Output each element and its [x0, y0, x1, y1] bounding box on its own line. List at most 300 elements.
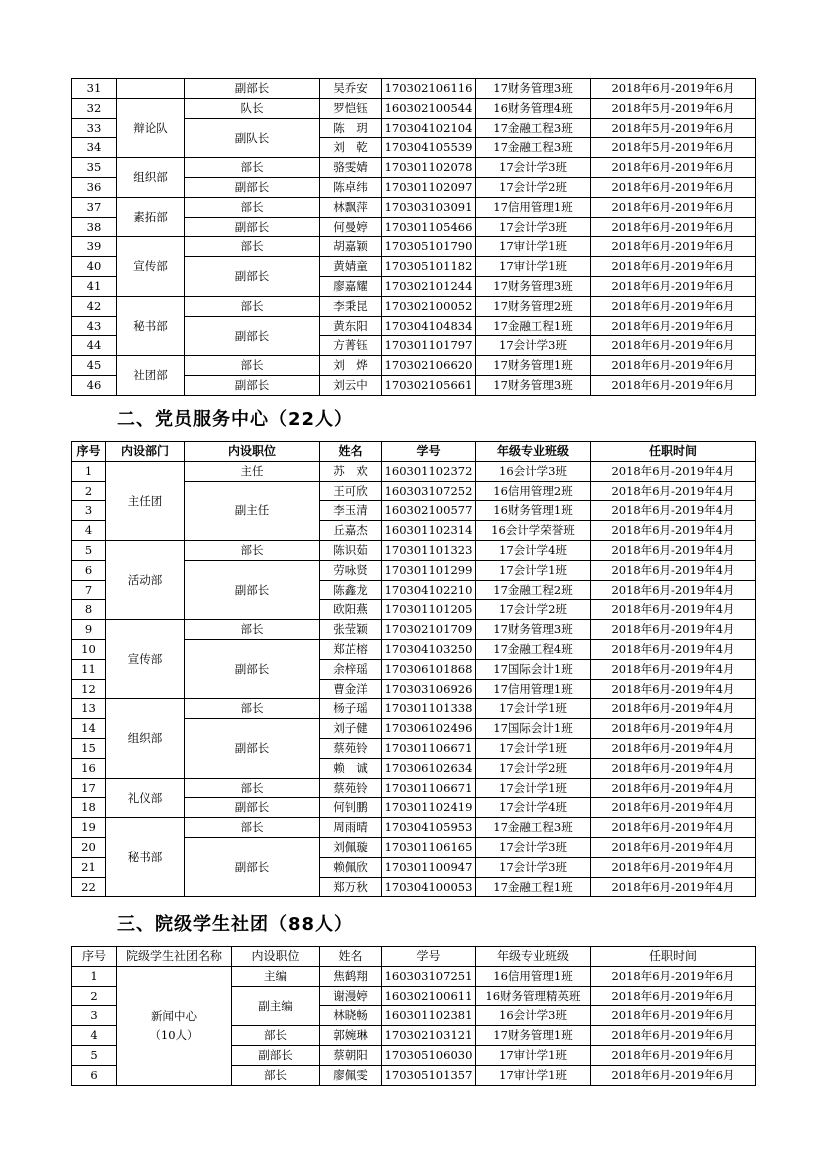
term-cell: 2018年6月-2019年4月	[591, 778, 756, 798]
student-id-cell: 170302100052	[382, 296, 476, 316]
position-cell: 部长	[185, 237, 320, 257]
class-cell: 17国际会计1班	[476, 659, 591, 679]
header-position: 内设职位	[185, 442, 320, 462]
row-number: 46	[72, 375, 117, 395]
header-term: 任职时间	[591, 947, 756, 967]
class-cell: 17财务管理1班	[476, 356, 591, 376]
term-cell: 2018年6月-2019年4月	[591, 580, 756, 600]
student-id-cell: 170302105661	[382, 375, 476, 395]
table-row	[72, 79, 756, 99]
row-number: 12	[72, 679, 106, 699]
class-cell: 17会计学1班	[476, 778, 591, 798]
club-name-cell	[117, 966, 232, 1085]
name-cell: 何钊鹏	[320, 798, 382, 818]
term-cell: 2018年6月-2019年4月	[591, 798, 756, 818]
position-cell: 部长	[185, 296, 320, 316]
row-number: 35	[72, 158, 117, 178]
dept-cell: 秘书部	[106, 818, 185, 897]
term-cell: 2018年6月-2019年6月	[591, 237, 756, 257]
student-id-cell: 160303107252	[382, 481, 476, 501]
student-id-cell: 170304102104	[382, 118, 476, 138]
class-cell: 17审计学1班	[476, 1065, 591, 1085]
row-number: 41	[72, 276, 117, 296]
name-cell: 张莹颖	[320, 620, 382, 640]
table-row	[72, 818, 756, 838]
table-header-row	[72, 442, 756, 462]
student-id-cell: 170304102210	[382, 580, 476, 600]
table-row	[72, 699, 756, 719]
row-number: 1	[72, 461, 106, 481]
name-cell: 刘云中	[320, 375, 382, 395]
student-id-cell: 160301102314	[382, 521, 476, 541]
row-number: 18	[72, 798, 106, 818]
student-id-cell: 170301106165	[382, 837, 476, 857]
header-number: 序号	[72, 442, 106, 462]
dept-cell: 礼仪部	[106, 778, 185, 818]
class-cell: 17国际会计1班	[476, 719, 591, 739]
dept-cell: 组织部	[106, 699, 185, 778]
name-cell: 廖嘉耀	[320, 276, 382, 296]
party-service-center-table	[71, 441, 756, 897]
name-cell: 郑万秋	[320, 877, 382, 897]
class-cell: 17审计学1班	[476, 257, 591, 277]
table-row	[72, 966, 756, 986]
class-cell: 17金融工程1班	[476, 316, 591, 336]
class-cell: 17财务管理2班	[476, 296, 591, 316]
class-cell: 17信用管理1班	[476, 679, 591, 699]
position-cell: 副部长	[185, 375, 320, 395]
student-id-cell: 170301102078	[382, 158, 476, 178]
term-cell: 2018年6月-2019年6月	[591, 375, 756, 395]
class-cell: 17金融工程3班	[476, 118, 591, 138]
class-cell: 16会计学3班	[476, 461, 591, 481]
name-cell: 蔡苑铃	[320, 738, 382, 758]
student-id-cell: 170301101299	[382, 560, 476, 580]
position-cell: 主编	[232, 966, 320, 986]
header-name: 姓名	[320, 442, 382, 462]
name-cell: 陈鑫龙	[320, 580, 382, 600]
row-number: 42	[72, 296, 117, 316]
club-name: 新闻中心	[151, 1009, 197, 1024]
name-cell: 劳咏贤	[320, 560, 382, 580]
term-cell: 2018年6月-2019年6月	[591, 356, 756, 376]
row-number: 31	[72, 79, 117, 99]
name-cell: 陈 玥	[320, 118, 382, 138]
name-cell: 苏 欢	[320, 461, 382, 481]
class-cell: 17审计学1班	[476, 1045, 591, 1065]
student-clubs-table	[71, 946, 756, 1086]
student-id-cell: 170305106030	[382, 1045, 476, 1065]
row-number: 20	[72, 837, 106, 857]
student-id-cell: 170302101244	[382, 276, 476, 296]
row-number: 13	[72, 699, 106, 719]
class-cell: 17会计学3班	[476, 217, 591, 237]
term-cell: 2018年6月-2019年6月	[591, 257, 756, 277]
members-table-continued	[71, 78, 756, 396]
name-cell: 赖 诚	[320, 758, 382, 778]
header-number: 序号	[72, 947, 117, 967]
row-number: 16	[72, 758, 106, 778]
position-cell: 副部长	[185, 798, 320, 818]
name-cell: 蔡朝阳	[320, 1045, 382, 1065]
class-cell: 16信用管理1班	[476, 966, 591, 986]
club-member-count: （10人）	[149, 1027, 199, 1042]
row-number: 40	[72, 257, 117, 277]
row-number: 45	[72, 356, 117, 376]
student-id-cell: 170301100947	[382, 857, 476, 877]
name-cell: 刘 乾	[320, 138, 382, 158]
student-id-cell: 170301105466	[382, 217, 476, 237]
row-number: 5	[72, 540, 106, 560]
term-cell: 2018年6月-2019年4月	[591, 679, 756, 699]
student-id-cell: 170304104834	[382, 316, 476, 336]
term-cell: 2018年5月-2019年6月	[591, 118, 756, 138]
class-cell: 17财务管理3班	[476, 620, 591, 640]
class-cell: 17会计学1班	[476, 738, 591, 758]
term-cell: 2018年6月-2019年4月	[591, 699, 756, 719]
name-cell: 黄东阳	[320, 316, 382, 336]
dept-cell	[117, 79, 185, 99]
dept-cell: 宣传部	[117, 237, 185, 296]
student-id-cell: 170302106620	[382, 356, 476, 376]
row-number: 3	[72, 501, 106, 521]
position-cell: 副部长	[185, 316, 320, 356]
name-cell: 李秉昆	[320, 296, 382, 316]
term-cell: 2018年6月-2019年4月	[591, 818, 756, 838]
class-cell: 17会计学3班	[476, 837, 591, 857]
row-number: 14	[72, 719, 106, 739]
term-cell: 2018年6月-2019年6月	[591, 296, 756, 316]
row-number: 2	[72, 481, 106, 501]
name-cell: 蔡苑铃	[320, 778, 382, 798]
term-cell: 2018年5月-2019年6月	[591, 138, 756, 158]
student-id-cell: 170301102097	[382, 177, 476, 197]
name-cell: 焦鹤翔	[320, 966, 382, 986]
class-cell: 17金融工程3班	[476, 138, 591, 158]
student-id-cell: 170306102634	[382, 758, 476, 778]
row-number: 15	[72, 738, 106, 758]
class-cell: 16会计学荣誉班	[476, 521, 591, 541]
term-cell: 2018年6月-2019年4月	[591, 540, 756, 560]
name-cell: 罗恺钰	[320, 98, 382, 118]
position-cell: 部长	[185, 158, 320, 178]
class-cell: 17会计学3班	[476, 158, 591, 178]
position-cell: 副部长	[185, 177, 320, 197]
row-number: 6	[72, 1065, 117, 1085]
table-row	[72, 197, 756, 217]
position-cell: 部长	[232, 1065, 320, 1085]
position-cell: 副主编	[232, 986, 320, 1026]
name-cell: 方菁钰	[320, 336, 382, 356]
row-number: 7	[72, 580, 106, 600]
row-number: 3	[72, 1006, 117, 1026]
position-cell: 副队长	[185, 118, 320, 158]
term-cell: 2018年6月-2019年6月	[591, 966, 756, 986]
row-number: 6	[72, 560, 106, 580]
term-cell: 2018年6月-2019年6月	[591, 79, 756, 99]
dept-cell: 宣传部	[106, 620, 185, 699]
dept-cell: 社团部	[117, 356, 185, 396]
class-cell: 17会计学4班	[476, 798, 591, 818]
class-cell: 17金融工程1班	[476, 877, 591, 897]
student-id-cell: 170301101797	[382, 336, 476, 356]
class-cell: 17财务管理1班	[476, 1026, 591, 1046]
student-id-cell: 170305101357	[382, 1065, 476, 1085]
header-class: 年级专业班级	[476, 947, 591, 967]
name-cell: 刘子健	[320, 719, 382, 739]
student-id-cell: 170303106926	[382, 679, 476, 699]
row-number: 10	[72, 639, 106, 659]
table-row	[72, 356, 756, 376]
row-number: 4	[72, 521, 106, 541]
name-cell: 骆雯婧	[320, 158, 382, 178]
row-number: 19	[72, 818, 106, 838]
position-cell: 部长	[185, 540, 320, 560]
dept-cell: 组织部	[117, 158, 185, 198]
class-cell: 17审计学1班	[476, 237, 591, 257]
term-cell: 2018年6月-2019年6月	[591, 1026, 756, 1046]
header-student-id: 学号	[382, 947, 476, 967]
student-id-cell: 160301102372	[382, 461, 476, 481]
term-cell: 2018年6月-2019年4月	[591, 481, 756, 501]
class-cell: 17会计学3班	[476, 857, 591, 877]
student-id-cell: 170301106671	[382, 738, 476, 758]
term-cell: 2018年6月-2019年4月	[591, 758, 756, 778]
row-number: 32	[72, 98, 117, 118]
row-number: 11	[72, 659, 106, 679]
student-id-cell: 170305101790	[382, 237, 476, 257]
term-cell: 2018年6月-2019年6月	[591, 336, 756, 356]
row-number: 33	[72, 118, 117, 138]
name-cell: 廖佩雯	[320, 1065, 382, 1085]
name-cell: 余梓瑶	[320, 659, 382, 679]
name-cell: 周雨晴	[320, 818, 382, 838]
row-number: 34	[72, 138, 117, 158]
header-dept: 内设部门	[106, 442, 185, 462]
row-number: 37	[72, 197, 117, 217]
dept-cell: 辩论队	[117, 98, 185, 157]
student-id-cell: 170306101868	[382, 659, 476, 679]
row-number: 1	[72, 966, 117, 986]
student-id-cell: 170301106671	[382, 778, 476, 798]
row-number: 38	[72, 217, 117, 237]
name-cell: 何曼婷	[320, 217, 382, 237]
table-row	[72, 158, 756, 178]
class-cell: 17会计学4班	[476, 540, 591, 560]
name-cell: 赖佩欣	[320, 857, 382, 877]
term-cell: 2018年6月-2019年4月	[591, 877, 756, 897]
name-cell: 杨子瑶	[320, 699, 382, 719]
row-number: 43	[72, 316, 117, 336]
position-cell: 副部长	[185, 79, 320, 99]
name-cell: 李玉清	[320, 501, 382, 521]
student-id-cell: 170301102419	[382, 798, 476, 818]
term-cell: 2018年6月-2019年4月	[591, 639, 756, 659]
table-row	[72, 237, 756, 257]
table-row	[72, 296, 756, 316]
name-cell: 郭婉琳	[320, 1026, 382, 1046]
student-id-cell: 160301102381	[382, 1006, 476, 1026]
header-term: 任职时间	[591, 442, 756, 462]
name-cell: 王可欣	[320, 481, 382, 501]
position-cell: 部长	[185, 620, 320, 640]
student-id-cell: 170304105953	[382, 818, 476, 838]
position-cell: 副部长	[185, 719, 320, 778]
position-cell: 副部长	[185, 257, 320, 297]
class-cell: 17会计学2班	[476, 758, 591, 778]
term-cell: 2018年6月-2019年4月	[591, 521, 756, 541]
class-cell: 16信用管理2班	[476, 481, 591, 501]
header-position: 内设职位	[232, 947, 320, 967]
student-id-cell: 170302103121	[382, 1026, 476, 1046]
row-number: 21	[72, 857, 106, 877]
term-cell: 2018年6月-2019年6月	[591, 1045, 756, 1065]
term-cell: 2018年6月-2019年4月	[591, 600, 756, 620]
dept-cell: 活动部	[106, 540, 185, 619]
table-row	[72, 461, 756, 481]
student-id-cell: 170305101182	[382, 257, 476, 277]
student-id-cell: 170304100053	[382, 877, 476, 897]
term-cell: 2018年6月-2019年6月	[591, 276, 756, 296]
class-cell: 17财务管理3班	[476, 276, 591, 296]
student-id-cell: 170306102496	[382, 719, 476, 739]
dept-cell: 秘书部	[117, 296, 185, 355]
row-number: 4	[72, 1026, 117, 1046]
position-cell: 队长	[185, 98, 320, 118]
term-cell: 2018年6月-2019年4月	[591, 620, 756, 640]
row-number: 8	[72, 600, 106, 620]
class-cell: 17会计学3班	[476, 336, 591, 356]
position-cell: 部长	[185, 197, 320, 217]
table-row	[72, 540, 756, 560]
name-cell: 林晓畅	[320, 1006, 382, 1026]
name-cell: 黄婧童	[320, 257, 382, 277]
term-cell: 2018年6月-2019年6月	[591, 197, 756, 217]
row-number: 44	[72, 336, 117, 356]
row-number: 2	[72, 986, 117, 1006]
class-cell: 17会计学1班	[476, 560, 591, 580]
term-cell: 2018年6月-2019年4月	[591, 738, 756, 758]
header-class: 年级专业班级	[476, 442, 591, 462]
header-student-id: 学号	[382, 442, 476, 462]
term-cell: 2018年6月-2019年4月	[591, 857, 756, 877]
student-id-cell: 170304105539	[382, 138, 476, 158]
class-cell: 17金融工程4班	[476, 639, 591, 659]
term-cell: 2018年6月-2019年4月	[591, 837, 756, 857]
table-header-row	[72, 947, 756, 967]
position-cell: 副部长	[232, 1045, 320, 1065]
class-cell: 17会计学1班	[476, 699, 591, 719]
term-cell: 2018年6月-2019年4月	[591, 719, 756, 739]
section-heading-student-clubs: 三、院级学生社团（88人）	[117, 914, 354, 935]
class-cell: 17财务管理3班	[476, 79, 591, 99]
student-id-cell: 160302100611	[382, 986, 476, 1006]
name-cell: 林飘萍	[320, 197, 382, 217]
section-heading-party-service-center: 二、党员服务中心（22人）	[117, 409, 354, 430]
header-name: 姓名	[320, 947, 382, 967]
name-cell: 陈识茹	[320, 540, 382, 560]
class-cell: 17信用管理1班	[476, 197, 591, 217]
term-cell: 2018年6月-2019年4月	[591, 501, 756, 521]
student-id-cell: 160302100544	[382, 98, 476, 118]
table-row	[72, 778, 756, 798]
position-cell: 主任	[185, 461, 320, 481]
student-id-cell: 170301101338	[382, 699, 476, 719]
position-cell: 部长	[185, 356, 320, 376]
row-number: 9	[72, 620, 106, 640]
name-cell: 郑芷榕	[320, 639, 382, 659]
term-cell: 2018年5月-2019年6月	[591, 98, 756, 118]
term-cell: 2018年6月-2019年6月	[591, 158, 756, 178]
student-id-cell: 170303103091	[382, 197, 476, 217]
name-cell: 陈卓纬	[320, 177, 382, 197]
class-cell: 17会计学2班	[476, 177, 591, 197]
row-number: 39	[72, 237, 117, 257]
position-cell: 部长	[185, 699, 320, 719]
name-cell: 欧阳燕	[320, 600, 382, 620]
table-row	[72, 620, 756, 640]
student-id-cell: 170302106116	[382, 79, 476, 99]
row-number: 36	[72, 177, 117, 197]
student-id-cell: 170304103250	[382, 639, 476, 659]
row-number: 5	[72, 1045, 117, 1065]
position-cell: 副部长	[185, 217, 320, 237]
position-cell: 部长	[185, 778, 320, 798]
term-cell: 2018年6月-2019年4月	[591, 560, 756, 580]
position-cell: 副部长	[185, 837, 320, 896]
header-club-name: 院级学生社团名称	[117, 947, 232, 967]
term-cell: 2018年6月-2019年4月	[591, 659, 756, 679]
name-cell: 丘嘉杰	[320, 521, 382, 541]
term-cell: 2018年6月-2019年6月	[591, 1065, 756, 1085]
term-cell: 2018年6月-2019年6月	[591, 986, 756, 1006]
position-cell: 部长	[232, 1026, 320, 1046]
name-cell: 刘佩璇	[320, 837, 382, 857]
class-cell: 16财务管理4班	[476, 98, 591, 118]
name-cell: 刘 烨	[320, 356, 382, 376]
name-cell: 吴乔安	[320, 79, 382, 99]
class-cell: 16财务管理1班	[476, 501, 591, 521]
term-cell: 2018年6月-2019年6月	[591, 316, 756, 336]
student-id-cell: 170302101709	[382, 620, 476, 640]
class-cell: 17金融工程3班	[476, 818, 591, 838]
term-cell: 2018年6月-2019年6月	[591, 1006, 756, 1026]
student-id-cell: 160303107251	[382, 966, 476, 986]
position-cell: 副主任	[185, 481, 320, 540]
row-number: 17	[72, 778, 106, 798]
name-cell: 谢漫婷	[320, 986, 382, 1006]
class-cell: 16财务管理精英班	[476, 986, 591, 1006]
position-cell: 副部长	[185, 560, 320, 619]
class-cell: 17金融工程2班	[476, 580, 591, 600]
name-cell: 曹金洋	[320, 679, 382, 699]
name-cell: 胡嘉颖	[320, 237, 382, 257]
student-id-cell: 160302100577	[382, 501, 476, 521]
term-cell: 2018年6月-2019年4月	[591, 461, 756, 481]
position-cell: 部长	[185, 818, 320, 838]
term-cell: 2018年6月-2019年6月	[591, 217, 756, 237]
dept-cell: 素拓部	[117, 197, 185, 237]
student-id-cell: 170301101205	[382, 600, 476, 620]
class-cell: 17会计学2班	[476, 600, 591, 620]
term-cell: 2018年6月-2019年6月	[591, 177, 756, 197]
class-cell: 17财务管理3班	[476, 375, 591, 395]
row-number: 22	[72, 877, 106, 897]
dept-cell: 主任团	[106, 461, 185, 540]
table-row	[72, 98, 756, 118]
position-cell: 副部长	[185, 639, 320, 698]
class-cell: 16会计学3班	[476, 1006, 591, 1026]
